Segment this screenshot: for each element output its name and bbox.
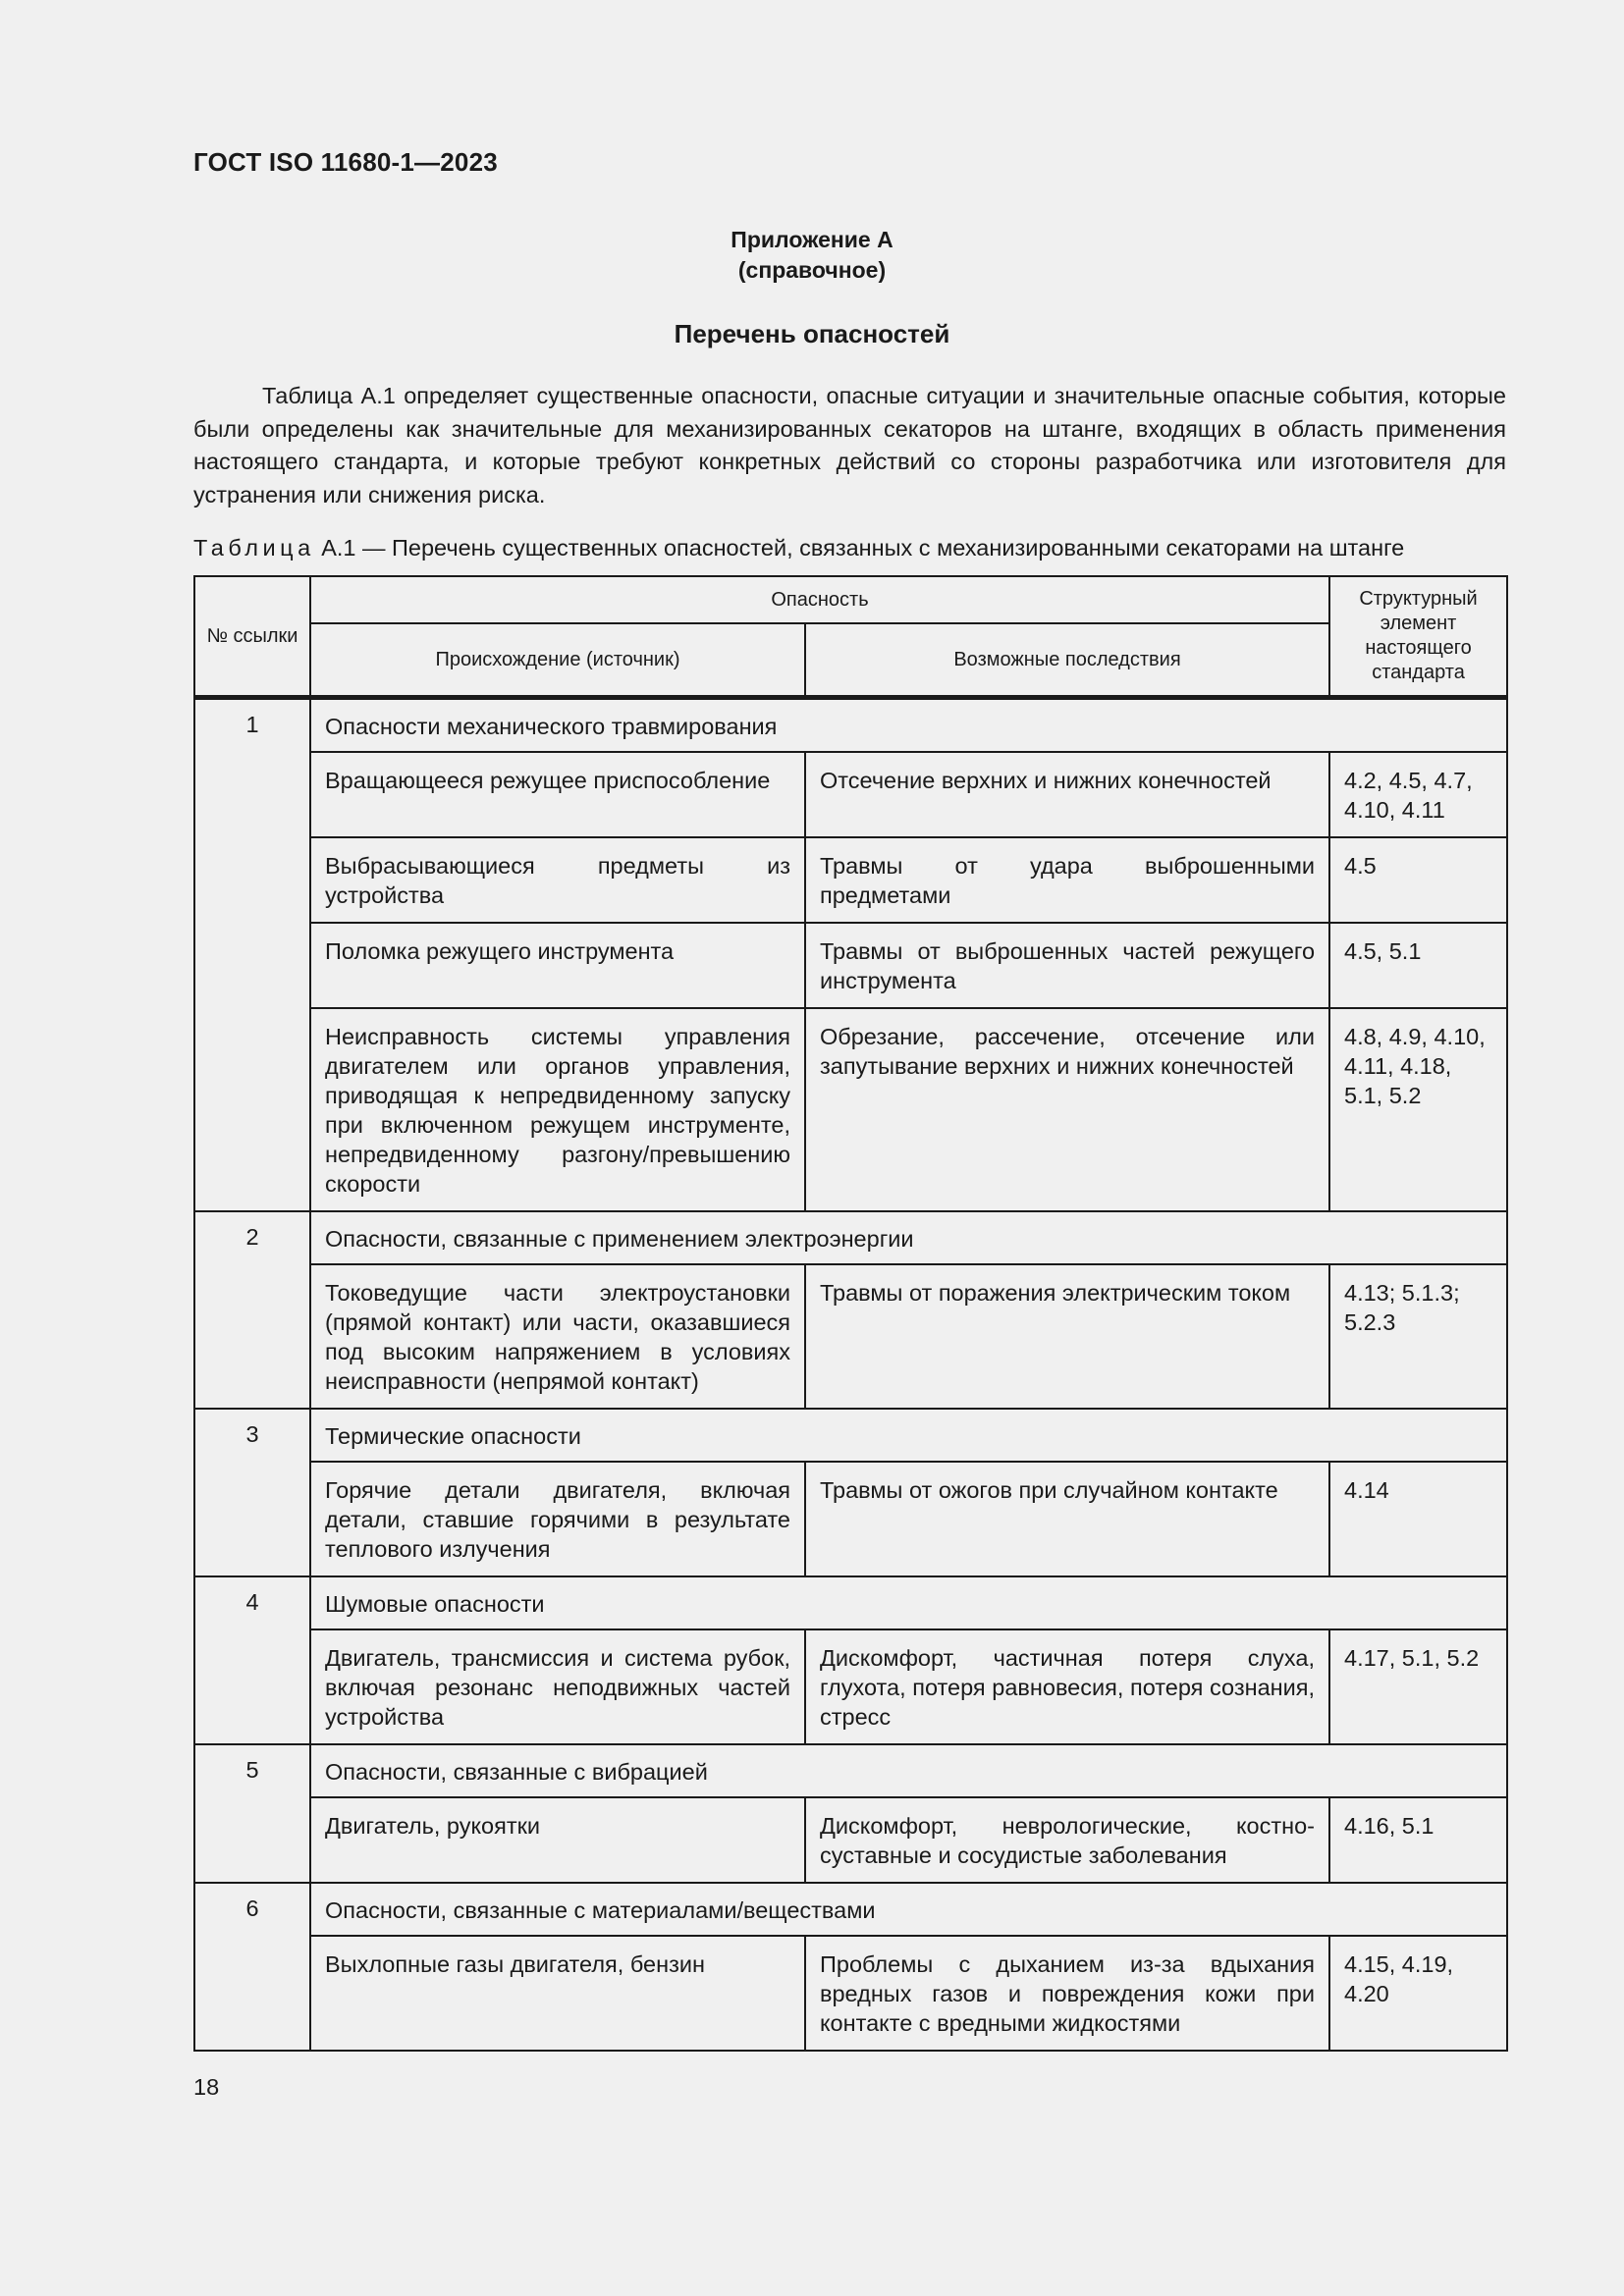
- table-caption-text: А.1 — Перечень существенных опасностей, связанных с механизированными секаторами на штанге: [321, 535, 1405, 561]
- structural-element: 4.2, 4.5, 4.7, 4.10, 4.11: [1329, 752, 1507, 837]
- hazard-consequence: Травмы от поражения электрическим током: [805, 1264, 1329, 1409]
- table-row: [194, 837, 1507, 923]
- hazard-group: [194, 1576, 1507, 1744]
- table-row: [194, 1008, 1507, 1211]
- group-number: 3: [194, 1409, 310, 1576]
- group-title-row: [194, 698, 1507, 753]
- structural-element: 4.5, 5.1: [1329, 923, 1507, 1008]
- annex-heading: [0, 225, 1624, 286]
- hazard-origin: Двигатель, трансмиссия и система рубок, включая резонанс неподвижных частей устройства: [310, 1629, 805, 1744]
- header-consequences: Возможные последствия: [805, 623, 1329, 698]
- table-row: [194, 752, 1507, 837]
- hazard-consequence: Дискомфорт, частичная потеря слуха, глухота, потеря равновесия, потеря сознания, стресс: [805, 1629, 1329, 1744]
- hazard-origin: Горячие детали двигателя, включая детали, ставшие горячими в результате теплового излучения: [310, 1462, 805, 1576]
- hazard-group: [194, 698, 1507, 1212]
- hazard-table-header: [194, 576, 1507, 698]
- hazard-group: [194, 1211, 1507, 1409]
- group-number: 2: [194, 1211, 310, 1409]
- hazard-origin: Выхлопные газы двигателя, бензин: [310, 1936, 805, 2051]
- group-title-row: [194, 1211, 1507, 1264]
- header-origin: Происхождение (источник): [310, 623, 805, 698]
- intro-paragraph: Таблица А.1 определяет существенные опасности, опасные ситуации и значительные опасные события, которые были определены как значительные для механизированных секаторов на штанге, входящих в область применения настоящего стандарта, и которые требуют конкретных действий со стороны разработчика или изготовителя для устранения или снижения риска.: [193, 383, 1506, 507]
- hazard-origin: Двигатель, рукоятки: [310, 1797, 805, 1883]
- annex-title: Перечень опасностей: [674, 319, 950, 348]
- group-title: Термические опасности: [310, 1409, 1507, 1462]
- structural-element: 4.15, 4.19, 4.20: [1329, 1936, 1507, 2051]
- group-number: 1: [194, 698, 310, 1212]
- hazard-consequence: Обрезание, рассечение, отсечение или запутывание верхних и нижних конечностей: [805, 1008, 1329, 1211]
- group-title-row: [194, 1883, 1507, 1936]
- hazard-origin: Поломка режущего инструмента: [310, 923, 805, 1008]
- table-row: [194, 1936, 1507, 2051]
- hazard-consequence: Проблемы с дыханием из-за вдыхания вредных газов и повреждения кожи при контакте с вредными жидкостями: [805, 1936, 1329, 2051]
- group-number: 4: [194, 1576, 310, 1744]
- structural-element: 4.5: [1329, 837, 1507, 923]
- group-title-row: [194, 1409, 1507, 1462]
- group-title: Опасности, связанные с применением электроэнергии: [310, 1211, 1507, 1264]
- table-caption: [193, 535, 1506, 561]
- hazard-consequence: Травмы от удара выброшенными предметами: [805, 837, 1329, 923]
- table-row: [194, 1629, 1507, 1744]
- table-caption-label: Таблица: [193, 535, 315, 561]
- group-number: 5: [194, 1744, 310, 1883]
- header-ref-no: № ссылки: [194, 576, 310, 698]
- table-row: [194, 923, 1507, 1008]
- group-title: Опасности, связанные с вибрацией: [310, 1744, 1507, 1797]
- table-row: [194, 1264, 1507, 1409]
- hazard-table: [193, 575, 1508, 2052]
- document-code: ГОСТ ISO 11680-1—2023: [193, 147, 498, 177]
- annex-label: Приложение А: [731, 227, 893, 252]
- group-number: 6: [194, 1883, 310, 2051]
- hazard-origin: Токоведущие части электроустановки (прямой контакт) или части, оказавшиеся под высоким напряжением в условиях неисправности (непрямой контакт): [310, 1264, 805, 1409]
- hazard-consequence: Отсечение верхних и нижних конечностей: [805, 752, 1329, 837]
- hazard-origin: Неисправность системы управления двигателем или органов управления, приводящая к непредвиденному запуску при включенном режущем инструменте, непредвиденному разгону/превышению скорости: [310, 1008, 805, 1211]
- group-title-row: [194, 1576, 1507, 1629]
- hazard-origin: Выбрасывающиеся предметы из устройства: [310, 837, 805, 923]
- structural-element: 4.16, 5.1: [1329, 1797, 1507, 1883]
- group-title: Шумовые опасности: [310, 1576, 1507, 1629]
- hazard-group: [194, 1744, 1507, 1883]
- hazard-group: [194, 1409, 1507, 1576]
- structural-element: 4.17, 5.1, 5.2: [1329, 1629, 1507, 1744]
- page-number: 18: [193, 2074, 220, 2100]
- table-row: [194, 1462, 1507, 1576]
- hazard-group: [194, 1883, 1507, 2051]
- header-hazard: Опасность: [310, 576, 1329, 623]
- hazard-consequence: Травмы от выброшенных частей режущего инструмента: [805, 923, 1329, 1008]
- structural-element: 4.8, 4.9, 4.10, 4.11, 4.18, 5.1, 5.2: [1329, 1008, 1507, 1211]
- group-title: Опасности, связанные с материалами/веществами: [310, 1883, 1507, 1936]
- group-title-row: [194, 1744, 1507, 1797]
- hazard-consequence: Травмы от ожогов при случайном контакте: [805, 1462, 1329, 1576]
- structural-element: 4.14: [1329, 1462, 1507, 1576]
- group-title: Опасности механического травмирования: [310, 698, 1507, 753]
- hazard-origin: Вращающееся режущее приспособление: [310, 752, 805, 837]
- table-row: [194, 1797, 1507, 1883]
- annex-type: (справочное): [737, 257, 887, 283]
- structural-element: 4.13; 5.1.3; 5.2.3: [1329, 1264, 1507, 1409]
- header-structural-element: Структурный элемент настоящего стандарта: [1329, 576, 1507, 698]
- hazard-consequence: Дискомфорт, неврологические, костно-суставные и сосудистые заболевания: [805, 1797, 1329, 1883]
